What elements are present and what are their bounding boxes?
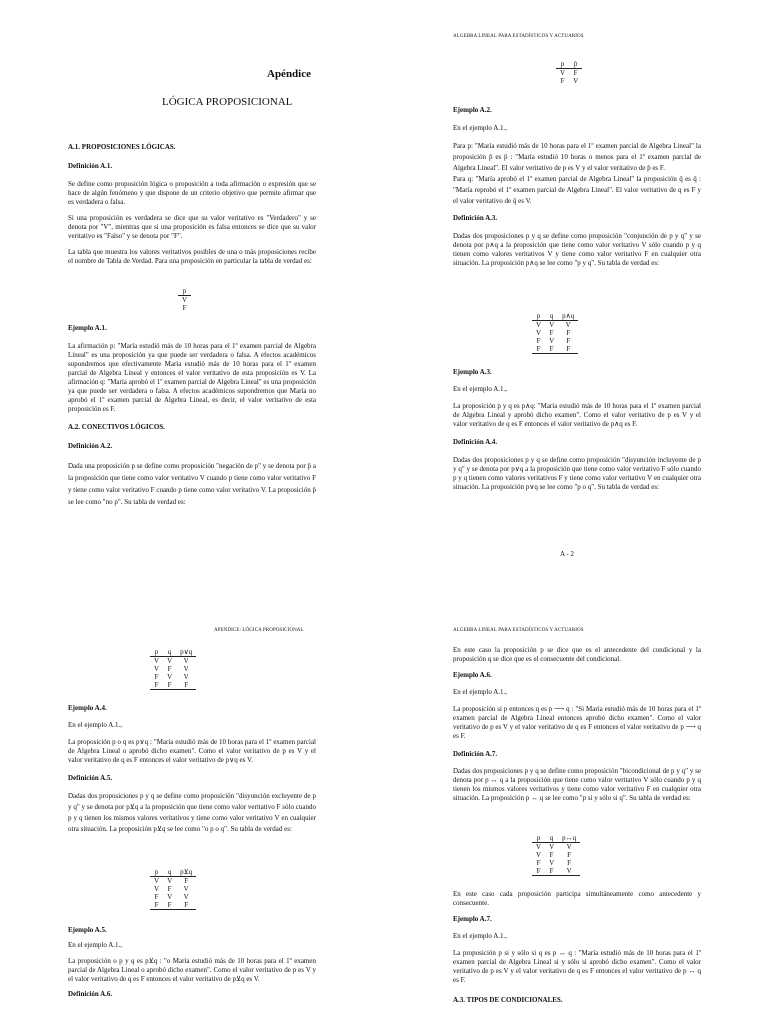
paragraph: En este caso cada proposición participa simultáneamente como antecedente y consecuente. <box>453 890 701 907</box>
table-header: q <box>545 834 558 843</box>
paragraph: La proposición p si y sólo si q es p ↔ q : "María estudió más de 10 horas para el 1º examen parcial de Algebra Lineal si y sólo si aprobó dicho examen". Como el valor veritativo de p es V y el valor veritativo de q es F entonces el valor veritativo de p ↔ q es F. <box>453 949 701 984</box>
table-cell: V <box>183 657 189 665</box>
q3-column-lower <box>68 926 316 999</box>
table-cell: V <box>549 859 555 867</box>
paragraph: Dadas dos proposiciones p y q se define como proposición "disyunción incluyente de p y q" y se denota por p∨q a la proposición que tiene como valor veritativo F sólo cuando p y q tienen como valores veritativos F y tiene como valor veritativo V en cualquier otra situación. La proposición p∨q se lee como "p o q". Su tabla de verdad es: <box>453 456 701 491</box>
truth-table-disjunction <box>150 648 196 690</box>
table-cell: F <box>154 673 159 681</box>
table-cell: V <box>536 321 542 329</box>
table-cell: V <box>536 851 542 859</box>
table-cell: V <box>549 337 555 345</box>
q3-column <box>68 704 316 835</box>
example-heading: Ejemplo A.3. <box>453 368 492 376</box>
running-header: APENDICE: LÓGICA PROPOSICIONAL <box>214 628 304 633</box>
section-heading: A.2. CONECTIVOS LÓGICOS. <box>68 423 165 431</box>
table-cell: V <box>167 657 173 665</box>
page-title: LÓGICA PROPOSICIONAL <box>162 96 293 108</box>
table-cell: F <box>184 681 189 689</box>
table-cell: V <box>566 867 572 875</box>
table-header: p̄ <box>569 60 582 69</box>
paragraph: La proposición o p y q es p⊻q : "o María estudió más de 10 horas para el 1º examen parcial de Algebra Lineal o aprobó dicho examen". Como el valor veritativo de p es V y el valor veritativo de q es F entonces el valor veritativo de p⊻q es V. <box>68 957 316 983</box>
paragraph: Dadas dos proposiciones p y q se define como proposición "conjunción de p y q" y se denota por p∧q a la proposición que tiene como valor veritativo V sólo cuando p y q tienen como valores veritativos V y tiene como valor veritativo F en cualquier otra situación. La proposición p∧q se lee como "p y q". Su tabla de verdad es: <box>453 232 701 267</box>
table-header: p <box>532 312 545 321</box>
table-cell: F <box>167 681 172 689</box>
table-cell: V <box>549 321 555 329</box>
q2-column <box>453 106 701 268</box>
paragraph: Para p: "María estudió más de 10 horas para el 1º examen parcial de Algebra Lineal" la proposición p̄ es p̄ : "María estudió 10 horas o menos para el 1º examen parcial de Algebra Lineal". El valor veritativo de p es V y el valor veritativo de p̄ es F. <box>453 142 701 172</box>
table-header: q <box>163 868 176 877</box>
definition-heading: Definición A.7. <box>453 750 498 758</box>
example-heading: Ejemplo A.5. <box>68 926 107 934</box>
table-cell: V <box>560 69 566 77</box>
q4-column-lower <box>453 890 701 1005</box>
table-header: p <box>150 868 163 877</box>
definition-heading: Definición A.6. <box>68 990 113 998</box>
example-heading: Ejemplo A.1. <box>68 324 107 332</box>
paragraph: En el ejemplo A.1., <box>453 688 508 696</box>
q4-column <box>453 646 701 803</box>
example-heading: Ejemplo A.6. <box>453 671 492 679</box>
paragraph: La afirmación p: "María estudió más de 10 horas para el 1º examen parcial de Algebra Lineal" es una proposición ya que puede ser verdadera o falsa. A efectos académicos supondremos que efectivamente María estudió más de 10 horas para el 1º examen parcial de Algebra Lineal y entonces el valor veritativo de esta proposición es V. La afirmación q: "María aprobó el 1º examen parcial de Algebra Lineal" es una proposición ya que puede ser verdadera o falsa. A efectos académicos supondremos que María no aprobó el 1º examen parcial de Algebra Lineal, es decir, el valor veritativo de esta proposición es F. <box>68 342 316 413</box>
table-cell: V <box>167 673 173 681</box>
table-cell: F <box>566 345 571 353</box>
definition-heading: Definición A.5. <box>68 774 113 782</box>
truth-table-negation <box>556 60 582 85</box>
running-header: ALGEBRA LINEAL PARA ESTADÍSTICOS Y ACTUARIOS <box>453 34 584 39</box>
table-cell: V <box>183 673 189 681</box>
table-cell: F <box>566 329 571 337</box>
table-cell: F <box>182 304 187 312</box>
paragraph: En el ejemplo A.1., <box>68 721 123 729</box>
running-header: ALGEBRA LINEAL PARA ESTADÍSTICOS Y ACTUARIOS <box>453 628 584 633</box>
section-heading: A.1. PROPOSICIONES LÓGICAS. <box>68 143 176 151</box>
table-cell: V <box>183 885 189 893</box>
table-cell: F <box>566 337 571 345</box>
truth-table-conjunction <box>532 312 578 354</box>
paragraph: La proposición si p entonces q es p ⟶ q : "Si María estudió más de 10 horas para el 1º examen parcial de Algebra Lineal entonces aprobó dicho examen". Como el valor veritativo de p es V y el valor veritativo de q es F entonces el valor veritativo de p ⟶ q es F. <box>453 705 701 740</box>
paragraph: Si una proposición es verdadera se dice que su valor veritativo es "Verdadero" y se denota por "V", mientras que si una proposición es falsa entonces se dice que su valor veritativo es "Falso" y se denota por "F". <box>68 214 316 240</box>
table-cell: V <box>566 843 572 851</box>
table-cell: F <box>549 345 554 353</box>
paragraph: La tabla que muestra los valores veritativos posibles de una o más proposiciones recibe el nombre de Tabla de Verdad. Para una proposición en particular la tabla de verdad es: <box>68 248 316 265</box>
table-cell: F <box>154 893 159 901</box>
q2-column-lower <box>453 368 701 492</box>
table-cell: F <box>567 859 572 867</box>
table-header: p∧q <box>558 312 578 321</box>
table-cell: V <box>167 893 173 901</box>
truth-table-biconditional <box>532 834 580 876</box>
table-cell: V <box>536 329 542 337</box>
q1-column <box>68 143 316 266</box>
paragraph: Para q: "María aprobó el 1º examen parcial de Algebra Lineal" la proposición q̄ es q̄ : "María reprobó el 1º examen parcial de Algebra Lineal". El valor veritativo de q es F y el valor veritativo de q̄ es V. <box>453 175 701 205</box>
paragraph: En el ejemplo A.1., <box>453 932 508 940</box>
paragraph: En el ejemplo A.1., <box>68 941 123 949</box>
table-cell: F <box>573 69 578 77</box>
table-cell: V <box>183 665 189 673</box>
table-cell: F <box>536 859 541 867</box>
paragraph: En el ejemplo A.1., <box>453 385 508 393</box>
table-cell: F <box>184 877 189 885</box>
paragraph: La proposición p y q es p∧q: "María estudió más de 10 horas para el 1º examen parcial de Algebra Lineal y aprobó dicho examen". Como el valor veritativo de p es V y el valor veritativo de q es F entonces el valor veritativo de p∧q es F. <box>453 402 701 428</box>
table-cell: F <box>549 851 554 859</box>
definition-heading: Definición A.3. <box>453 214 498 222</box>
table-header: p∨q <box>176 648 196 657</box>
table-header: p <box>178 287 191 296</box>
table-cell: V <box>183 893 189 901</box>
table-cell: F <box>549 867 554 875</box>
table-cell: V <box>536 843 542 851</box>
table-cell: F <box>154 901 159 909</box>
table-cell: V <box>154 885 160 893</box>
table-cell: F <box>154 681 159 689</box>
table-header: p⊻q <box>176 868 196 877</box>
table-cell: V <box>154 665 160 673</box>
paragraph: Dadas dos proposiciones p y q se define como proposición "bicondicional de p y q" y se denota por p ↔ q a la proposición que tiene como valor veritativo V sólo cuando p y q tienen los mismos valores veritativos y tiene como valor veritativo F en cualquier otra situación. La proposición p ↔ q se lee como "p si y sólo si q". Su tabla de verdad es: <box>453 767 701 802</box>
example-heading: Ejemplo A.2. <box>453 106 492 114</box>
table-header: q <box>545 312 558 321</box>
paragraph: En este caso la proposición p se dice que es el antecedente del condicional y la proposición q se dice que es el consecuente del condicional. <box>453 646 701 663</box>
table-cell: F <box>167 665 172 673</box>
table-cell: F <box>560 77 565 85</box>
example-heading: Ejemplo A.7. <box>453 915 492 923</box>
appendix-title: Apéndice <box>267 68 311 80</box>
truth-table-exclusive-disjunction <box>150 868 196 910</box>
table-cell: V <box>549 843 555 851</box>
table-cell: V <box>182 296 188 304</box>
table-header: p <box>150 648 163 657</box>
paragraph: La proposición p o q es p∨q : "María estudió más de 10 horas para el 1º examen parcial de Algebra Lineal o aprobó dicho examen". Como el valor veritativo de p es V y el valor veritativo de q es F entonces el valor veritativo de p∨q es V. <box>68 738 316 764</box>
paragraph: Se define como proposición lógica o proposición a toda afirmación o expresión que se hace de algún fenómeno y que dispone de un criterio objetivo que permite afirmar que es verdadera o falsa. <box>68 180 316 206</box>
table-header: q <box>163 648 176 657</box>
table-cell: F <box>167 901 172 909</box>
table-header: p↔q <box>558 834 580 843</box>
table-cell: V <box>565 321 571 329</box>
q1-column-lower <box>68 324 316 508</box>
table-cell: F <box>549 329 554 337</box>
paragraph: Dada una proposición p se define como proposición "negación de p" y se denota por p̄ a la proposición que tiene como valor veritativo V cuando p tiene como valor veritativo F y tiene como valor veritativo F cuando p tiene como valor veritativo V. La proposición p̄ se lee como "no p". Su tabla de verdad es: <box>68 462 316 506</box>
table-cell: F <box>536 867 541 875</box>
table-cell: V <box>167 877 173 885</box>
definition-heading: Definición A.2. <box>68 442 113 450</box>
definition-heading: Definición A.4. <box>453 438 498 446</box>
paragraph: En el ejemplo A.1., <box>453 124 508 132</box>
table-header: p <box>532 834 545 843</box>
table-cell: V <box>573 77 579 85</box>
definition-heading: Definición A.1. <box>68 162 113 170</box>
table-cell: F <box>184 901 189 909</box>
table-cell: F <box>536 337 541 345</box>
table-cell: V <box>154 877 160 885</box>
section-heading: A.3. TIPOS DE CONDICIONALES. <box>453 996 563 1004</box>
table-cell: F <box>567 851 572 859</box>
paragraph: Dadas dos proposiciones p y q se define como proposición "disyunción excluyente de p y q" y se denota por p⊻q a la proposición que tiene como valor veritativo F sólo cuando p y q tienen los mismos valores veritativos y tiene como valor veritativo V en cualquier otra situación. La proposición p⊻q se lee como "o p o q". Su tabla de verdad es: <box>68 792 316 833</box>
table-header: p <box>556 60 569 69</box>
table-cell: F <box>536 345 541 353</box>
example-heading: Ejemplo A.4. <box>68 704 107 712</box>
table-cell: F <box>167 885 172 893</box>
page-number: A - 2 <box>560 550 574 558</box>
table-cell: V <box>154 657 160 665</box>
truth-table-p <box>178 287 191 312</box>
